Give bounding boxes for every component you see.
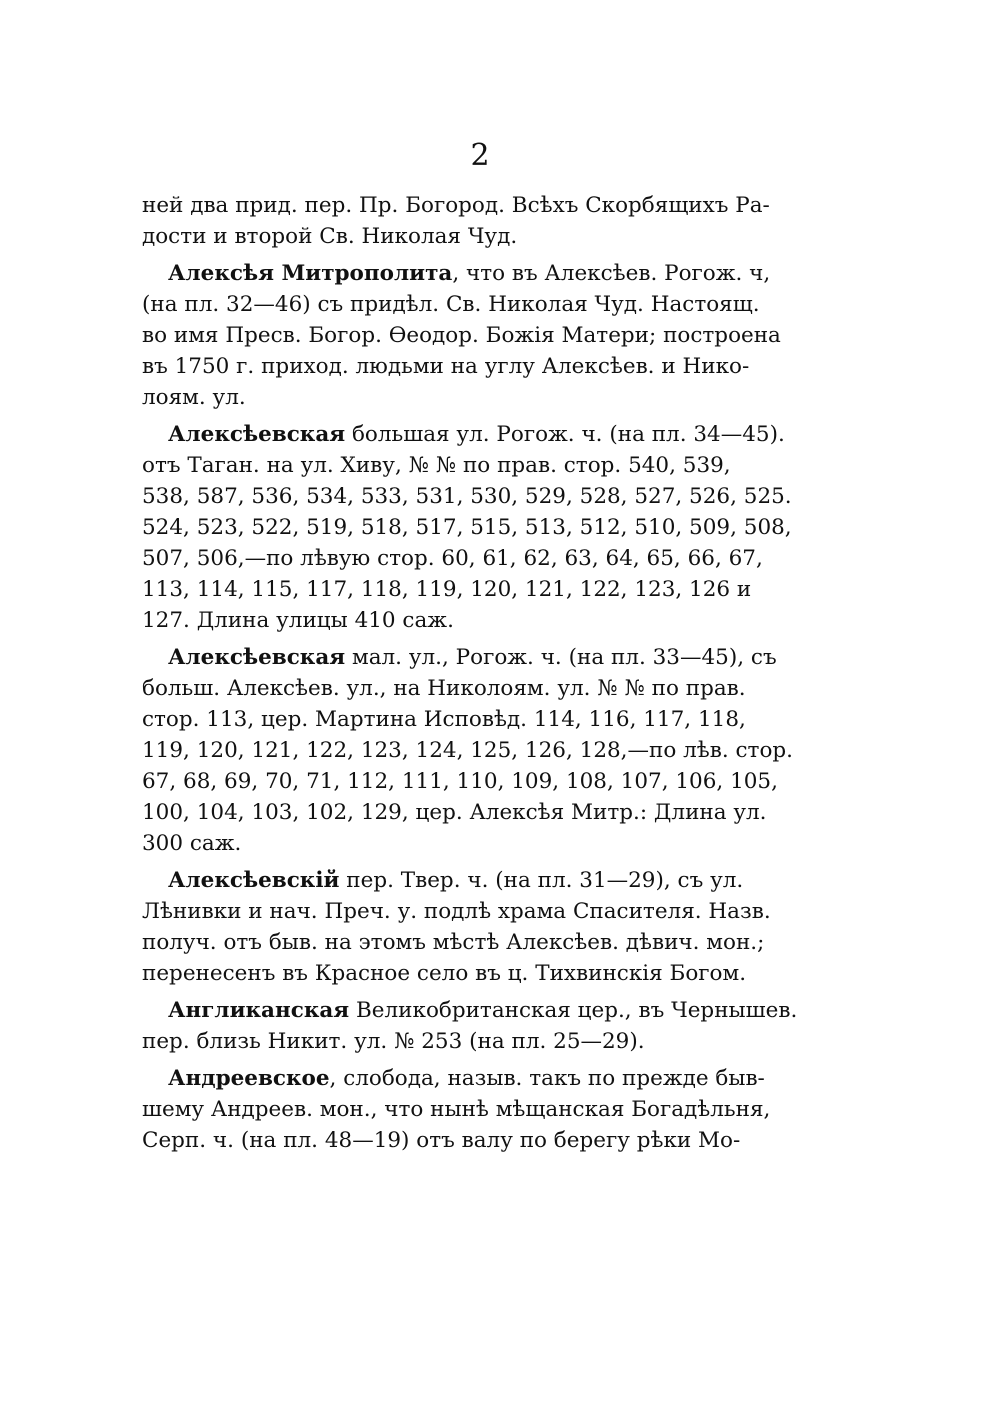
line-text: (на пл. 32—46) съ придѣл. Св. Николая Чуд. Настоящ. — [142, 292, 760, 317]
text-line — [142, 673, 822, 704]
line-text: отъ Таган. на ул. Хиву, № № по прав. стор. 540, 539, — [142, 453, 731, 478]
text-entry — [142, 865, 822, 989]
line-text: 538, 587, 536, 534, 533, 531, 530, 529, 528, 527, 526, 525. — [142, 484, 792, 509]
line-text: Лѣнивки и нач. Преч. у. подлѣ храма Спасителя. Назв. — [142, 899, 771, 924]
text-line — [142, 1026, 822, 1057]
text-line — [142, 1125, 822, 1156]
text-line — [142, 605, 822, 636]
line-text: ней два прид. пер. Пр. Богород. Всѣхъ Скорбящихъ Ра- — [142, 193, 770, 218]
entry-headword: Андреевское — [168, 1066, 330, 1091]
text-line — [142, 320, 822, 351]
line-text: 524, 523, 522, 519, 518, 517, 515, 513, 512, 510, 509, 508, — [142, 515, 792, 540]
text-entry — [142, 190, 822, 252]
text-line — [142, 828, 822, 859]
text-line — [142, 382, 822, 413]
line-text: Серп. ч. (на пл. 48—19) отъ валу по берегу рѣки Мо- — [142, 1128, 741, 1153]
text-line — [142, 190, 822, 221]
text-line — [142, 642, 822, 673]
line-text: 507, 506,—по лѣвую стор. 60, 61, 62, 63, 64, 65, 66, 67, — [142, 546, 763, 571]
text-line — [142, 735, 822, 766]
line-text: 300 саж. — [142, 831, 242, 856]
line-text: 119, 120, 121, 122, 123, 124, 125, 126, 128,—по лѣв. стор. — [142, 738, 793, 763]
line-text: 127. Длина улицы 410 саж. — [142, 608, 454, 633]
line-text: , слобода, назыв. такъ по прежде быв- — [329, 1066, 765, 1091]
line-text: Великобританская цер., въ Чернышев. — [349, 998, 798, 1023]
line-text: во имя Пресв. Богор. Ѳеодор. Божія Матери; построена — [142, 323, 781, 348]
text-line — [142, 927, 822, 958]
text-line — [142, 865, 822, 896]
line-text: получ. отъ быв. на этомъ мѣстѣ Алексѣев. дѣвич. мон.; — [142, 930, 765, 955]
line-text: 67, 68, 69, 70, 71, 112, 111, 110, 109, 108, 107, 106, 105, — [142, 769, 778, 794]
text-line — [142, 543, 822, 574]
line-text: 113, 114, 115, 117, 118, 119, 120, 121, 122, 123, 126 и — [142, 577, 752, 602]
entry-headword: Алексѣя Митрополита — [168, 261, 453, 286]
text-line — [142, 766, 822, 797]
line-text: лоям. ул. — [142, 385, 246, 410]
text-entry — [142, 995, 822, 1057]
line-text: большая ул. Рогож. ч. (на пл. 34—45). — [345, 422, 785, 447]
entry-headword: Алексѣевскій — [168, 868, 340, 893]
text-entry — [142, 1063, 822, 1156]
line-text: мал. ул., Рогож. ч. (на пл. 33—45), съ — [345, 645, 777, 670]
text-line — [142, 289, 822, 320]
text-line — [142, 512, 822, 543]
line-text: больш. Алексѣев. ул., на Николоям. ул. № № по прав. — [142, 676, 746, 701]
entry-headword: Алексѣевская — [168, 422, 346, 447]
text-line — [142, 995, 822, 1026]
page-text — [142, 190, 822, 1162]
line-text: пер. Твер. ч. (на пл. 31—29), съ ул. — [339, 868, 744, 893]
text-line — [142, 958, 822, 989]
text-line — [142, 481, 822, 512]
text-line — [142, 797, 822, 828]
text-line — [142, 1063, 822, 1094]
entry-headword: Алексѣевская — [168, 645, 346, 670]
text-line — [142, 419, 822, 450]
text-entry — [142, 419, 822, 636]
text-line — [142, 351, 822, 382]
text-line — [142, 574, 822, 605]
line-text: пер. близь Никит. ул. № 253 (на пл. 25—29). — [142, 1029, 645, 1054]
text-line — [142, 896, 822, 927]
text-line — [142, 450, 822, 481]
line-text: , что въ Алексѣев. Рогож. ч, — [452, 261, 771, 286]
entry-headword: Англиканская — [168, 998, 350, 1023]
text-line — [142, 258, 822, 289]
line-text: 100, 104, 103, 102, 129, цер. Алексѣя Митр.: Длина ул. — [142, 800, 767, 825]
page-number: 2 — [470, 138, 490, 173]
line-text: стор. 113, цер. Мартина Исповѣд. 114, 116, 117, 118, — [142, 707, 746, 732]
line-text: въ 1750 г. приход. людьми на углу Алексѣев. и Нико- — [142, 354, 750, 379]
line-text: дости и второй Св. Николая Чуд. — [142, 224, 518, 249]
line-text: шему Андреев. мон., что нынѣ мѣщанская Богадѣльня, — [142, 1097, 771, 1122]
line-text: перенесенъ въ Красное село въ ц. Тихвинскія Богом. — [142, 961, 747, 986]
text-line — [142, 1094, 822, 1125]
text-entry — [142, 642, 822, 859]
text-entry — [142, 258, 822, 413]
text-line — [142, 221, 822, 252]
text-line — [142, 704, 822, 735]
